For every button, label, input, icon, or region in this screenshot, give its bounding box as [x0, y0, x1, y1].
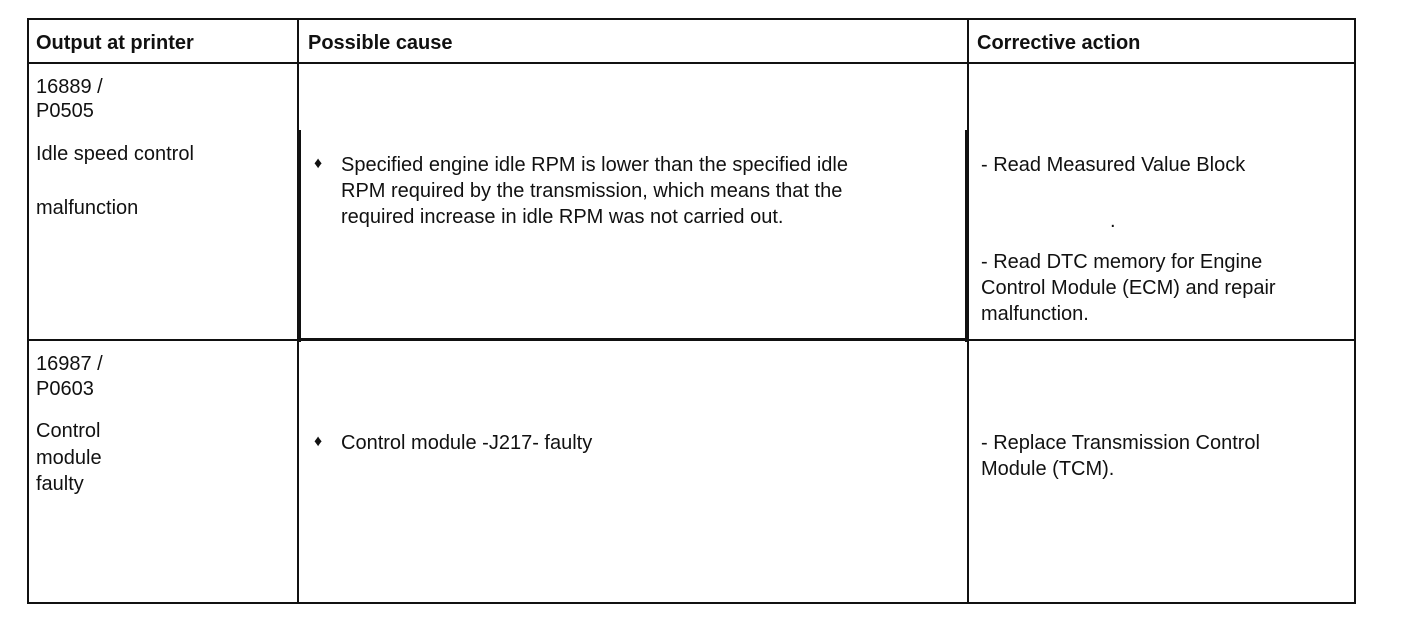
cause-line-3: required increase in idle RPM was not carried out. [341, 206, 784, 228]
action-read-dtc-line-1: - Read DTC memory for Engine [981, 251, 1263, 273]
row-divider-bold [299, 338, 969, 341]
bullet-icon: ♦ [314, 433, 323, 450]
fault-code-line-1: 16987 / [36, 353, 103, 375]
cause-line-1: Specified engine idle RPM is lower than the specified idle [341, 154, 848, 176]
header-output-at-printer: Output at printer [36, 32, 194, 54]
cause-line-1: Control module -J217- faulty [341, 432, 593, 454]
action-read-measured-value: - Read Measured Value Block [981, 154, 1246, 176]
fault-description-line-1: Idle speed control [36, 143, 194, 165]
fault-code-line-2: P0603 [36, 378, 94, 400]
fault-description-line-1: Control [36, 420, 101, 442]
bullet-icon: ♦ [314, 155, 323, 172]
column-divider-2-bold [965, 130, 969, 342]
fault-code-line-2: P0505 [36, 100, 94, 122]
action-read-dtc-line-2: Control Module (ECM) and repair [981, 277, 1276, 299]
fault-description-line-2: malfunction [36, 197, 139, 219]
action-replace-tcm-line-1: - Replace Transmission Control [981, 432, 1260, 454]
action-read-dtc-line-3: malfunction. [981, 303, 1089, 325]
fault-table [27, 18, 1356, 604]
header-divider [27, 62, 1356, 64]
action-dot: . [1110, 210, 1116, 232]
action-replace-tcm-line-2: Module (TCM). [981, 458, 1115, 480]
column-divider-1-bold [299, 130, 301, 342]
cause-line-2: RPM required by the transmission, which means that the [341, 180, 843, 202]
fault-description-line-3: faulty [36, 473, 84, 495]
fault-code-line-1: 16889 / [36, 76, 103, 98]
fault-description-line-2: module [36, 447, 102, 469]
header-possible-cause: Possible cause [308, 32, 453, 54]
header-corrective-action: Corrective action [977, 32, 1141, 54]
